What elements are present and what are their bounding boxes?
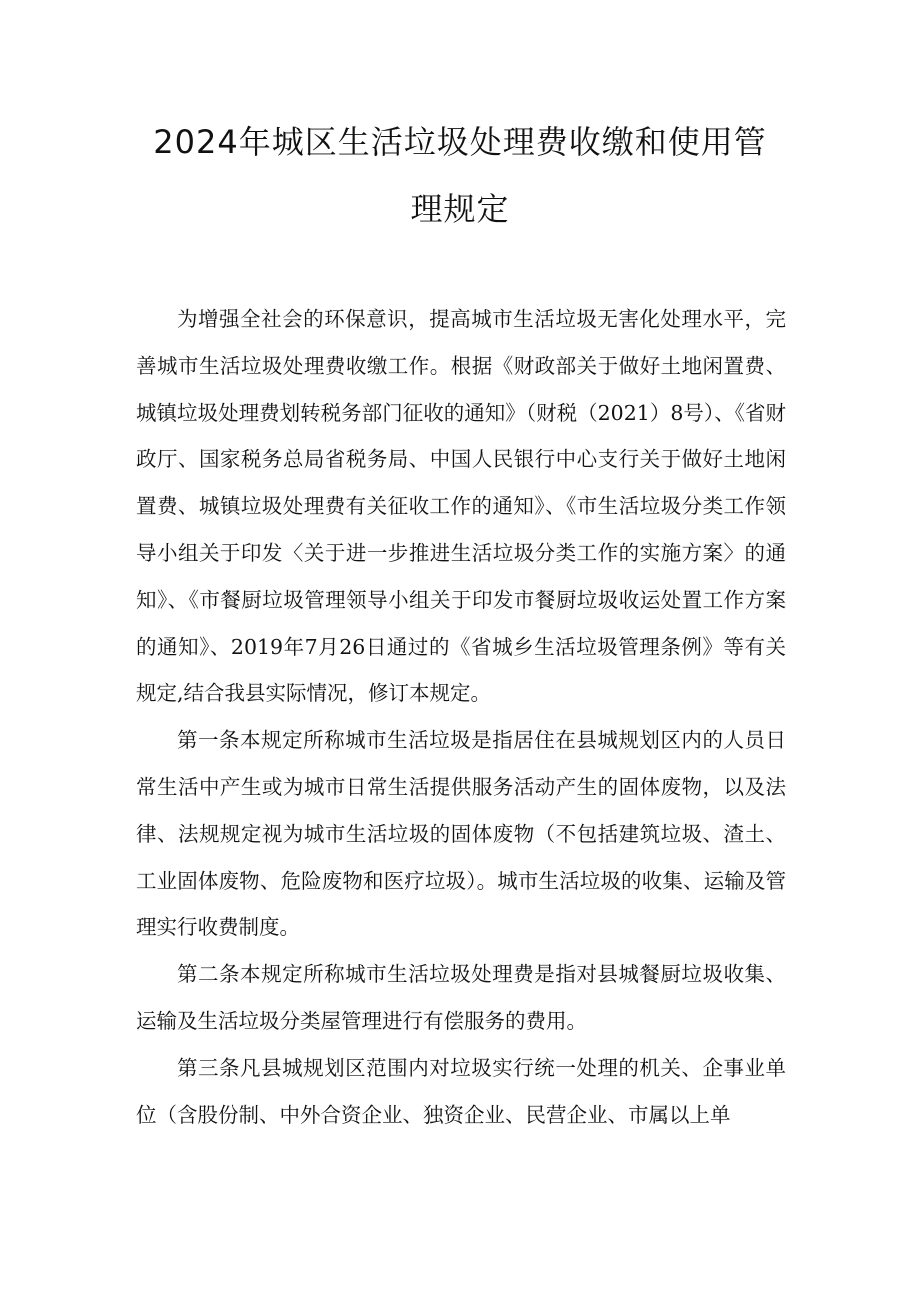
paragraph-article-1: 第一条本规定所称城市生活垃圾是指居住在县城规划区内的人员日常生活中产生或为城市日常生活提供服务活动产生的固体废物，以及法律、法规规定视为城市生活垃圾的固体废物（不包括建筑垃圾、渣土、工业固体废物、危险废物和医疗垃圾）。城市生活垃圾的收集、运输及管理实行收费制度。 xyxy=(136,728,786,940)
paragraph-article-3: 第三条凡县城规划区范围内对垃圾实行统一处理的机关、企事业单位（含股份制、中外合资企业、独资企业、民营企业、市属以上单 xyxy=(136,1055,786,1127)
document-title-line-1: 2024年城区生活垃圾处理费收缴和使用管 xyxy=(153,123,767,161)
document-body xyxy=(136,296,786,1138)
paragraph-preamble: 为增强全社会的环保意识，提高城市生活垃圾无害化处理水平，完善城市生活垃圾处理费收缴工作。根据《财政部关于做好土地闲置费、城镇垃圾处理费划转税务部门征收的通知》（财税（2021）8号）、《省财政厅、国家税务总局省税务局、中国人民银行中心支行关于做好土地闲置费、城镇垃圾处理费有关征收工作的通知》、《市生活垃圾分类工作领导小组关于印发〈关于进一步推进生活垃圾分类工作的实施方案〉的通知》、《市餐厨垃圾管理领导小组关于印发市餐厨垃圾收运处置工作方案的通知》、2019年7月26日通过的《省城乡生活垃圾管理条例》等有关规定,结合我县实际情况，修订本规定。 xyxy=(136,307,786,706)
document-title-line-2: 理规定 xyxy=(410,190,510,228)
paragraph-article-2: 第二条本规定所称城市生活垃圾处理费是指对县城餐厨垃圾收集、运输及生活垃圾分类屋管理进行有偿服务的费用。 xyxy=(136,962,786,1033)
